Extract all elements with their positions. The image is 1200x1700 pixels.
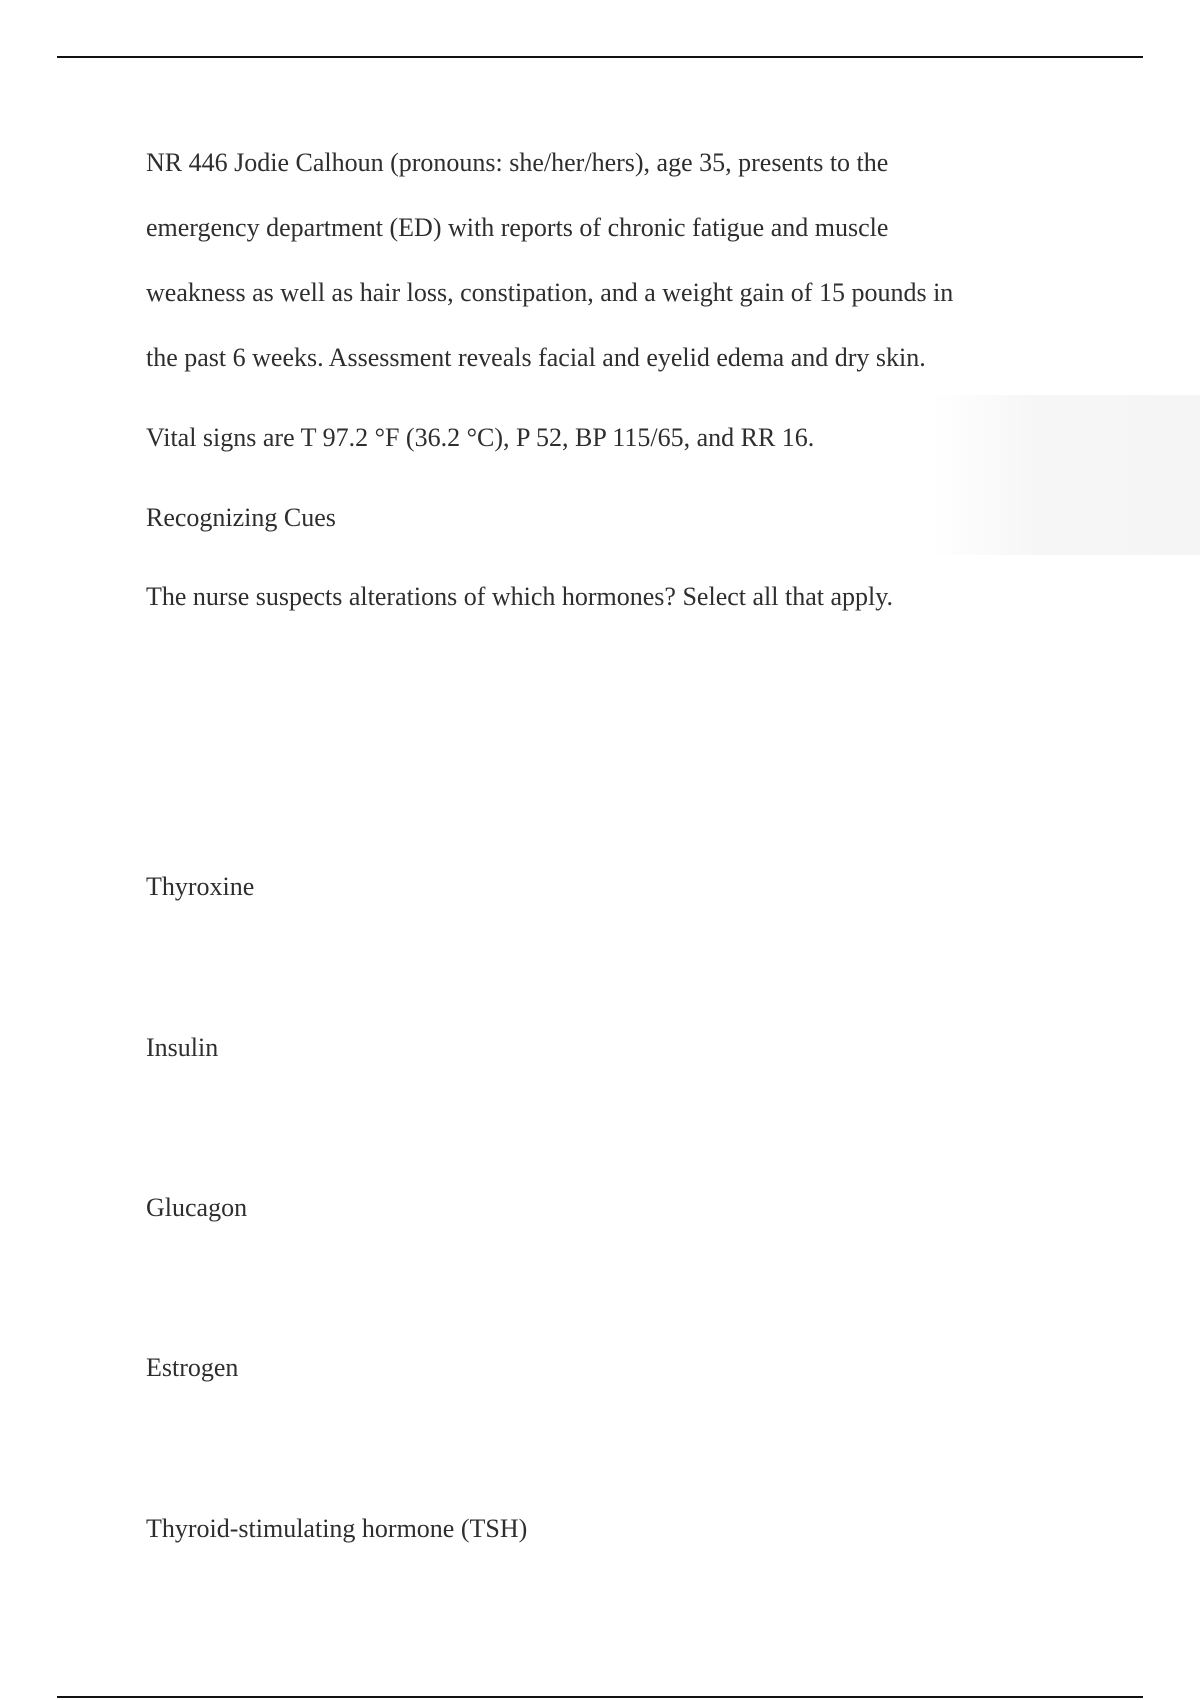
option-thyroxine[interactable]: Thyroxine: [146, 872, 255, 901]
vital-signs: Vital signs are T 97.2 °F (36.2 °C), P 52, BP 115/65, and RR 16.: [146, 423, 815, 452]
intro-line-2: emergency department (ED) with reports of chronic fatigue and muscle: [146, 213, 889, 242]
section-heading: Recognizing Cues: [146, 503, 336, 532]
option-tsh[interactable]: Thyroid-stimulating hormone (TSH): [146, 1514, 528, 1543]
intro-line-4: the past 6 weeks. Assessment reveals facial and eyelid edema and dry skin.: [146, 343, 926, 372]
question-text: The nurse suspects alterations of which hormones? Select all that apply.: [146, 582, 894, 611]
option-insulin[interactable]: Insulin: [146, 1033, 219, 1062]
option-glucagon[interactable]: Glucagon: [146, 1193, 248, 1222]
top-rule: [57, 56, 1143, 58]
intro-line-1: NR 446 Jodie Calhoun (pronouns: she/her/hers), age 35, presents to the: [146, 148, 889, 177]
bottom-rule: [57, 1696, 1143, 1698]
intro-line-3: weakness as well as hair loss, constipation, and a weight gain of 15 pounds in: [146, 278, 954, 307]
option-estrogen[interactable]: Estrogen: [146, 1353, 239, 1382]
page-shading: [930, 395, 1200, 555]
